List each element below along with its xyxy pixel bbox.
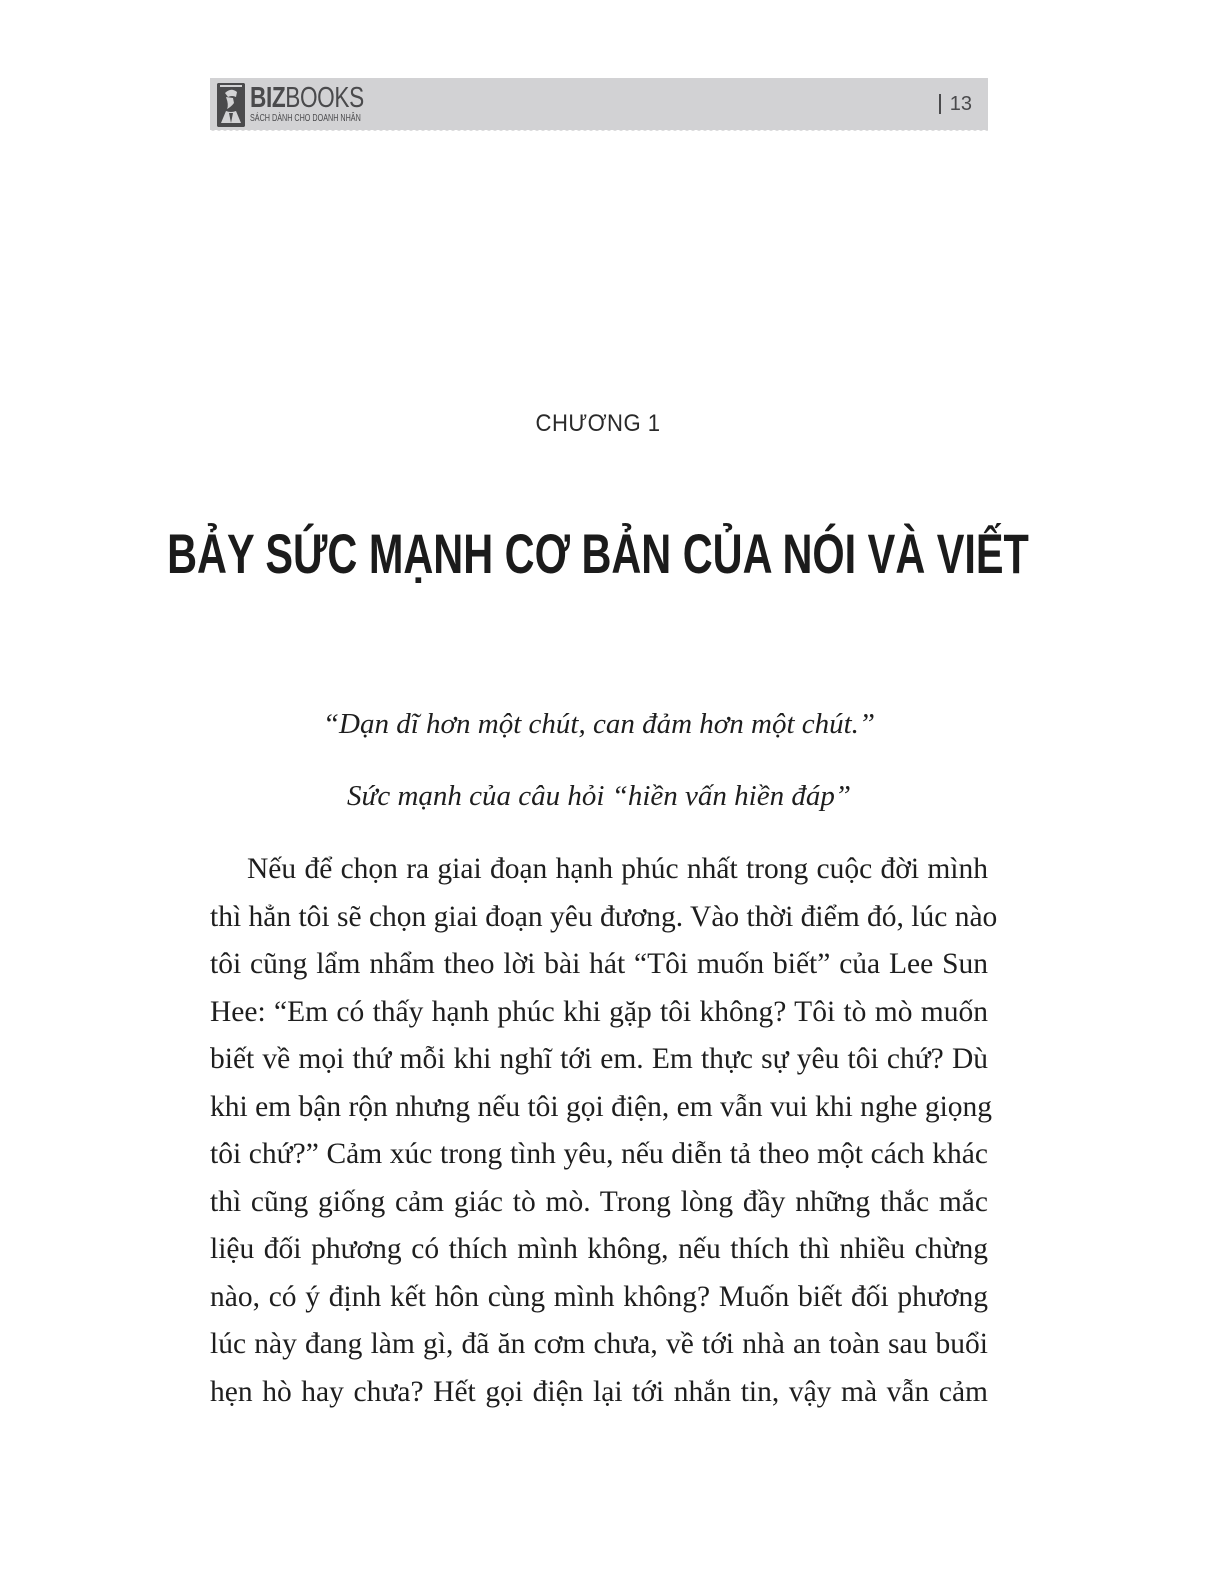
brand-tagline: SÁCH DÀNH CHO DOANH NHÂN	[250, 113, 361, 124]
body-line: liệu đối phương có thích mình không, nếu thích thì nhiều chừng	[210, 1233, 988, 1265]
separator-bar	[939, 94, 941, 114]
section-subheading: Sức mạnh của câu hỏi “hiền vấn hiền đáp”	[347, 780, 851, 812]
body-line: khi em bận rộn nhưng nếu tôi gọi điện, em vẫn vui khi nghe giọng	[210, 1090, 993, 1123]
body-line: Hee: “Em có thấy hạnh phúc khi gặp tôi không? Tôi tò mò muốn	[210, 995, 988, 1028]
body-line: biết về mọi thứ mỗi khi nghĩ tới em. Em thực sự yêu tôi chứ? Dù	[210, 1043, 988, 1075]
body-line: thì hẳn tôi sẽ chọn giai đoạn yêu đương. Vào thời điểm đó, lúc nào	[210, 900, 998, 933]
body-line: hẹn hò hay chưa? Hết gọi điện lại tới nhắn tin, vậy mà vẫn cảm	[210, 1375, 988, 1408]
running-header	[210, 78, 988, 130]
body-line: nào, có ý định kết hôn cùng mình không? Muốn biết đối phương	[210, 1280, 988, 1313]
body-line: Nếu để chọn ra giai đoạn hạnh phúc nhất trong cuộc đời mình	[247, 853, 988, 885]
body-line: lúc này đang làm gì, đã ăn cơm chưa, về tới nhà an toàn sau buổi	[210, 1328, 988, 1360]
page-number-value: 13	[949, 93, 972, 115]
publisher-logo	[217, 83, 404, 127]
bizbooks-logo-icon	[217, 83, 245, 127]
body-line: thì cũng giống cảm giác tò mò. Trong lòng đầy những thắc mắc	[210, 1185, 988, 1218]
body-paragraph	[210, 846, 998, 1416]
body-line: tôi chứ?” Cảm xúc trong tình yêu, nếu diễn tả theo một cách khác	[210, 1138, 988, 1170]
epigraph-quote: “Dạn dĩ hơn một chút, can đảm hơn một chút.”	[322, 708, 876, 740]
chapter-title: BẢY SỨC MẠNH CƠ BẢN CỦA NÓI VÀ VIẾT	[167, 522, 1029, 585]
page-number	[939, 92, 972, 116]
brand-name: BIZBOOKS	[250, 82, 364, 114]
body-line: tôi cũng lẩm nhẩm theo lời bài hát “Tôi muốn biết” của Lee Sun	[210, 948, 988, 980]
chapter-label: CHƯƠNG 1	[535, 410, 661, 437]
